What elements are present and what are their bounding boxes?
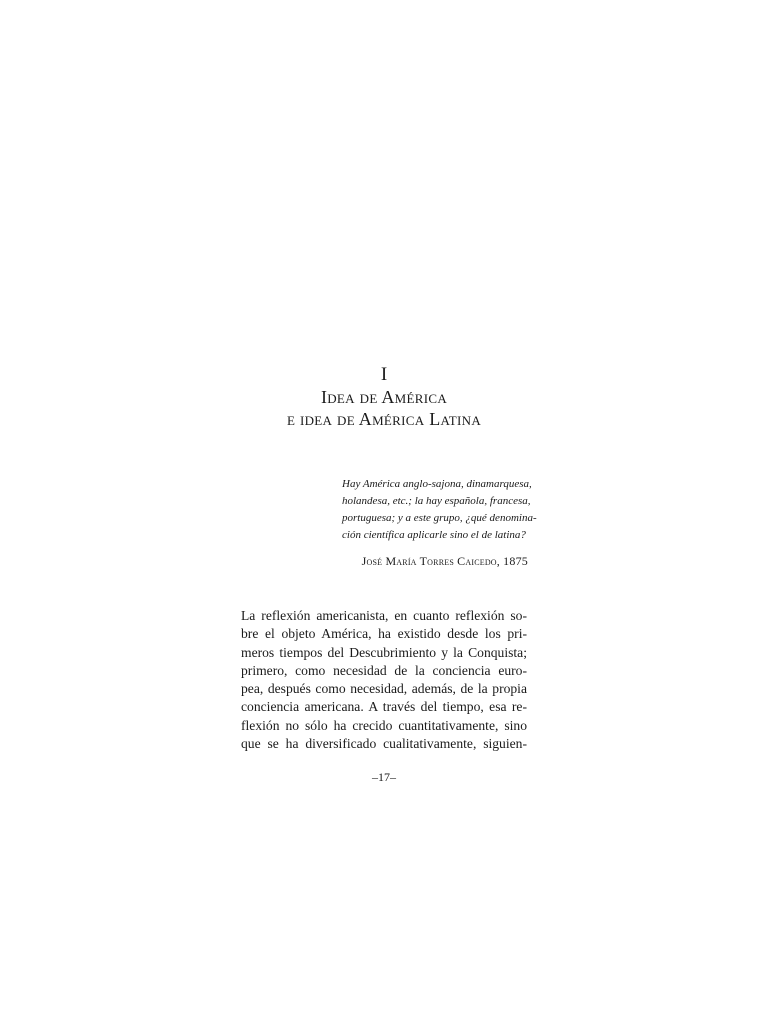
epigraph-line: Hay América anglo-sajona, dinamarquesa, — [342, 478, 532, 490]
chapter-heading — [0, 364, 768, 430]
page-number: –17– — [372, 770, 396, 784]
chapter-title-line-2: e idea de América Latina — [286, 409, 482, 429]
chapter-number: I — [380, 364, 388, 385]
epigraph-attribution: José María Torres Caicedo, 1875 — [361, 554, 528, 568]
body-line: conciencia americana. A través del tiempo, esa re- — [241, 699, 527, 715]
body-line: que se ha diversificado cualitativamente, siguien- — [241, 736, 527, 752]
body-line: bre el objeto América, ha existido desde los pri- — [241, 626, 527, 642]
chapter-title-line-1: Idea de América — [320, 387, 448, 407]
epigraph-line: holandesa, etc.; la hay española, francesa, — [342, 495, 531, 507]
body-paragraph — [241, 607, 527, 753]
epigraph-quote — [342, 476, 537, 544]
epigraph-line: portuguesa; y a este grupo, ¿qué denomina- — [342, 512, 537, 524]
body-line: pea, después como necesidad, además, de la propia — [241, 681, 527, 697]
epigraph-line: ción científica aplicarle sino el de latina? — [342, 529, 526, 541]
body-line: primero, como necesidad de la conciencia euro- — [241, 662, 527, 678]
body-line: flexión no sólo ha crecido cuantitativamente, sino — [241, 717, 527, 733]
epigraph — [342, 476, 537, 569]
body-line: meros tiempos del Descubrimiento y la Conquista; — [241, 644, 527, 660]
body-line: La reflexión americanista, en cuanto reflexión so- — [241, 608, 527, 623]
